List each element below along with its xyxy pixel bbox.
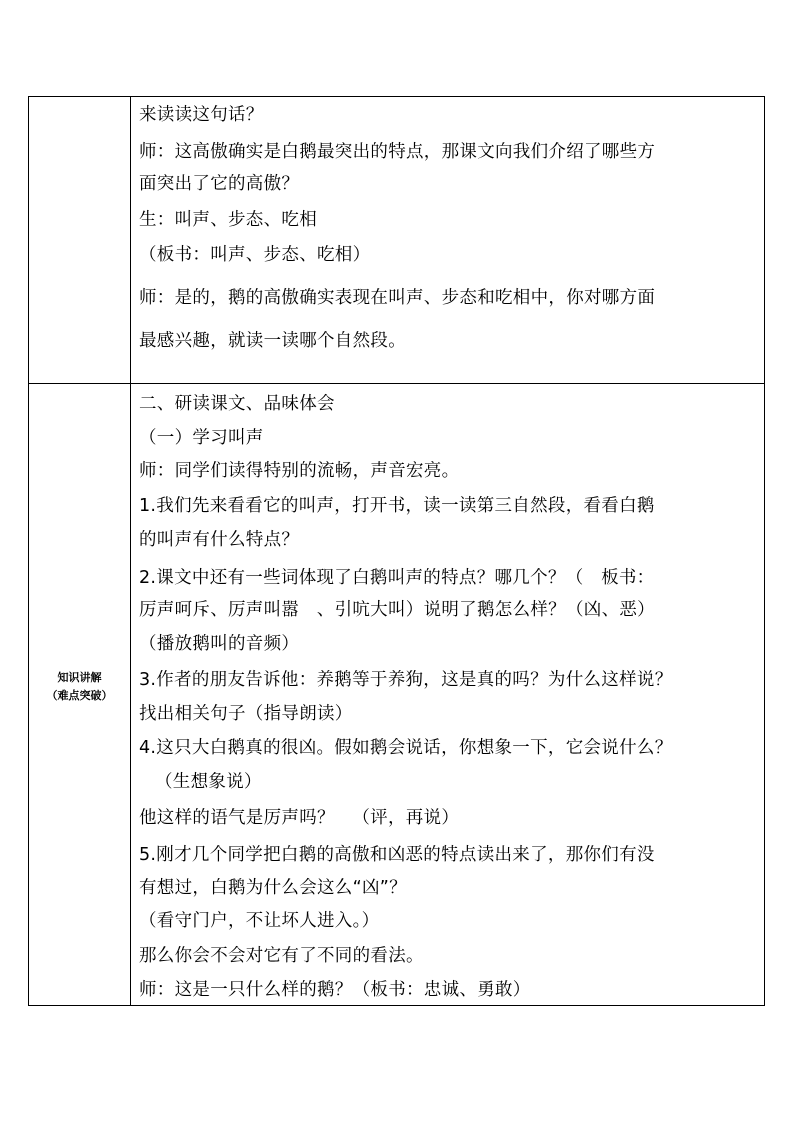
text-line: 生：叫声、步态、吃相 — [139, 210, 317, 230]
text-line: 面突出了它的高傲？ — [139, 174, 300, 194]
text-line: （板书：叫声、步态、吃相） — [139, 245, 371, 265]
column-divider — [130, 97, 131, 1005]
text-line: 师：同学们读得特别的流畅，声音宏亮。 — [139, 461, 460, 481]
text-line: 师：是的，鹅的高傲确实表现在叫声、步态和吃相中，你对哪方面 — [139, 288, 656, 308]
text-line: 他这样的语气是厉声吗？ （评，再说） — [139, 808, 460, 828]
text-line: 4.这只大白鹅真的很凶。假如鹅会说话，你想象一下，它会说什么？ — [139, 738, 673, 758]
text-line: 那么你会不会对它有了不同的看法。 — [139, 946, 424, 966]
row-divider — [29, 383, 764, 384]
text-line: 厉声呵斥、厉声叫嚣 、引吭大叫）说明了鹅怎么样？（凶、恶） — [139, 600, 655, 620]
text-line: 有想过，白鹅为什么会这么“凶”？ — [139, 878, 407, 898]
section-label-title: 知识讲解 — [57, 671, 102, 684]
section-label-subtitle: （难点突破） — [46, 689, 113, 702]
text-line: 最感兴趣，就读一读哪个自然段。 — [139, 331, 406, 351]
subsection-heading: （一）学习叫声 — [139, 428, 264, 448]
text-line: （看守门户，不让坏人进入。） — [139, 911, 380, 931]
text-line: 1.我们先来看看它的叫声，打开书，读一读第三自然段，看看白鹅 — [139, 496, 655, 516]
text-line: 师：这高傲确实是白鹅最突出的特点，那课文向我们介绍了哪些方 — [139, 142, 656, 162]
text-line: 2.课文中还有一些词体现了白鹅叫声的特点？哪几个？（ 板书： — [139, 568, 655, 588]
lesson-plan-table — [28, 96, 765, 1006]
section-heading: 二、研读课文、品味体会 — [139, 394, 335, 414]
text-line: （播放鹅叫的音频） — [139, 634, 300, 654]
text-line: 来读读这句话？ — [139, 105, 264, 125]
text-line: 的叫声有什么特点？ — [139, 530, 300, 550]
text-line: （生想象说） — [155, 772, 262, 792]
section-label — [29, 669, 130, 705]
text-line: 3.作者的朋友告诉他：养鹅等于养狗，这是真的吗？为什么这样说？ — [139, 670, 673, 690]
text-line: 找出相关句子（指导朗读） — [139, 704, 353, 724]
text-line: 师：这是一只什么样的鹅？（板书：忠诚、勇敢） — [139, 980, 531, 1000]
text-line: 5.刚才几个同学把白鹅的高傲和凶恶的特点读出来了，那你们有没 — [139, 845, 655, 865]
